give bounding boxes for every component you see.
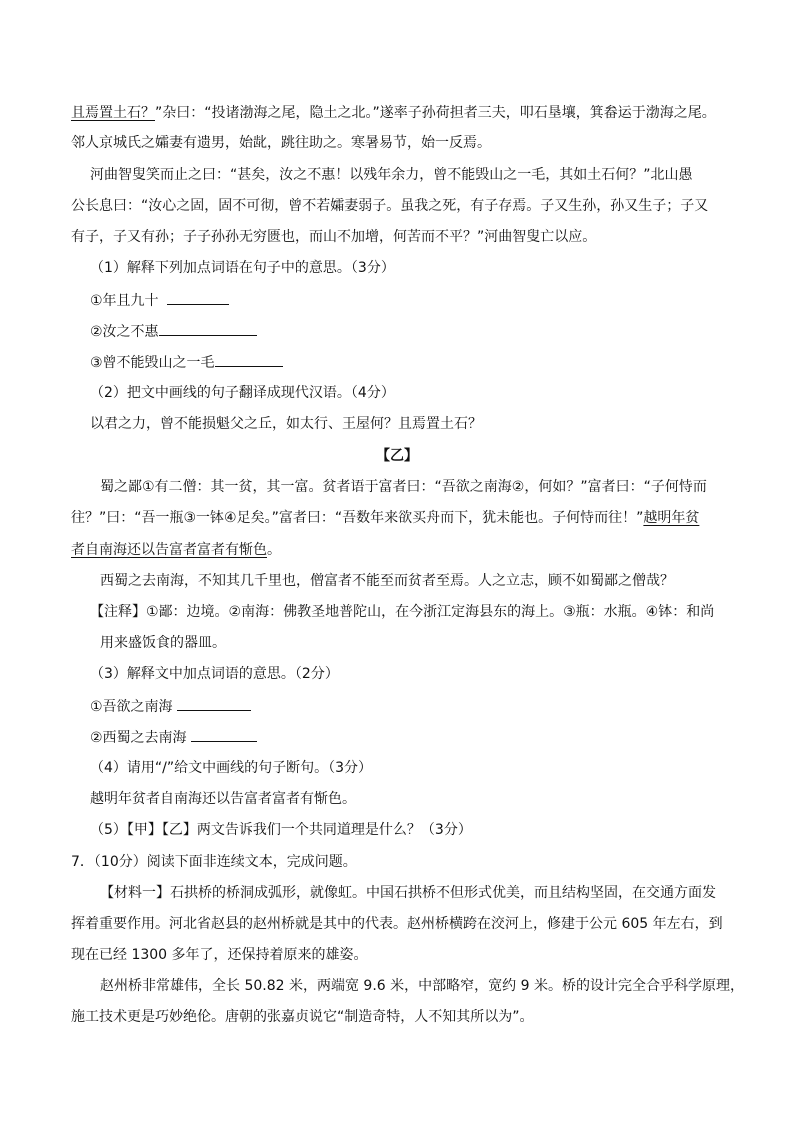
q4-stem: （4）请用“/”给文中画线的句子断句。（3分） <box>90 760 373 776</box>
underlined-sentence: 者自南海还以告富者富者有惭色 <box>71 542 267 558</box>
q5-stem: （5）【甲】【乙】两文告诉我们一个共同道理是什么？（3分） <box>90 822 472 838</box>
yi-title: 【乙】 <box>376 448 418 464</box>
yi-note-2: 用来盛饭食的器皿。 <box>100 635 226 651</box>
q3-stem: （3）解释文中加点词语的意思。（2分） <box>90 666 339 682</box>
yi-line-3: 者自南海还以告富者富者有惭色。 <box>71 542 281 558</box>
jia-line-1: 且焉置土石？”杂曰：“投诸渤海之尾，隐土之北。”遂率子孙荷担者三夫，叩石垦壤，箕畚运于渤海之尾。 <box>71 105 716 121</box>
q7-material-1-line-2: 挥着重要作用。河北省赵县的赵州桥就是其中的代表。赵州桥横跨在洨河上，修建于公元 605 年左右，到 <box>71 916 723 932</box>
answer-blank[interactable] <box>177 696 251 711</box>
yi-line-4: 西蜀之去南海，不知其几千里也，僧富者不能至而贫者至焉。人之立志，顾不如蜀鄙之僧哉？ <box>100 573 674 589</box>
jia-line-3: 河曲智叟笑而止之曰：“甚矣，汝之不惠！以残年余力，曾不能毁山之一毛，其如土石何？”北山愚 <box>90 167 693 183</box>
q7-stem: 7．（10分）阅读下面非连续文本，完成问题。 <box>71 854 357 870</box>
q4-sentence: 越明年贫者自南海还以告富者富者有惭色。 <box>90 791 356 807</box>
q7-material-1-line-1: 【材料一】石拱桥的桥洞成弧形，就像虹。中国石拱桥不但形式优美，而且结构坚固，在交通方面发 <box>100 885 716 901</box>
q1-item-2: ②汝之不惠 <box>90 321 257 342</box>
answer-blank[interactable] <box>167 290 229 305</box>
yi-note-1: 【注释】①鄙：边境。②南海：佛教圣地普陀山，在今浙江定海县东的海上。③瓶：水瓶。④钵：和尚 <box>90 604 715 620</box>
q7-material-1-line-4: 赵州桥非常雄伟，全长 50.82 米，两端宽 9.6 米，中部略窄，宽约 9 米。桥的设计完全合乎科学原理， <box>100 978 744 994</box>
q7-material-1-line-3: 现在已经 1300 多年了，还保持着原来的雄姿。 <box>71 947 368 963</box>
q1-item-3: ③曾不能毁山之一毛 <box>90 352 283 373</box>
yi-line-1: 蜀之鄙①有二僧：其一贫，其一富。贫者语于富者曰：“吾欲之南海②，何如？”富者曰：“子何恃而 <box>100 479 707 495</box>
underlined-sentence: 且焉置土石？ <box>71 105 155 121</box>
q2-stem: （2）把文中画线的句子翻译成现代汉语。（4分） <box>90 385 395 401</box>
jia-line-4: 公长息曰：“汝心之固，固不可彻，曾不若孀妻弱子。虽我之死，有子存焉。子又生孙，孙又生子；子又 <box>71 198 709 214</box>
jia-line-5: 有子，子又有孙；子子孙孙无穷匮也，而山不加增，何苦而不平？”河曲智叟亡以应。 <box>71 229 597 245</box>
q7-material-1-line-5: 施工技术更是巧妙绝伦。唐朝的张嘉贞说它“制造奇特，人不知其所以为”。 <box>71 1009 534 1025</box>
yi-line-2: 往？”曰：“吾一瓶③一钵④足矣。”富者曰：“吾数年来欲买舟而下，犹未能也。子何恃而往！”越明年贫 <box>71 510 700 526</box>
jia-line-2: 邻人京城氏之孀妻有遗男，始龀，跳往助之。寒暑易节，始一反焉。 <box>71 135 491 151</box>
answer-blank[interactable] <box>159 321 257 336</box>
q1-item-1: ①年且九十 <box>90 290 229 311</box>
answer-blank[interactable] <box>215 352 283 367</box>
answer-blank[interactable] <box>191 727 257 742</box>
q3-item-1: ①吾欲之南海 <box>90 696 251 717</box>
q2-sentence: 以君之力，曾不能损魁父之丘，如太行、王屋何？且焉置土石？ <box>90 416 482 432</box>
underlined-sentence: 越明年贫 <box>643 510 700 526</box>
q3-item-2: ②西蜀之去南海 <box>90 727 257 748</box>
q1-stem: （1）解释下列加点词语在句子中的意思。（3分） <box>90 260 395 276</box>
